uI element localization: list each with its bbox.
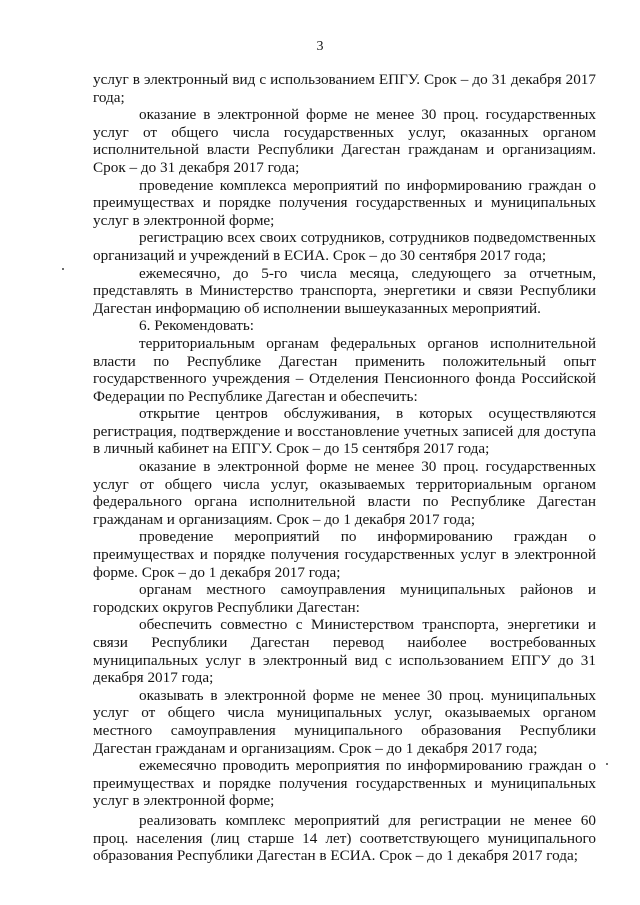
paragraph: проведение комплекса мероприятий по информированию граждан о преимуществах и порядке получения государственных и муниципальных услуг в электронной форме;: [93, 176, 596, 229]
paragraph: ежемесячно проводить мероприятия по информированию граждан о преимуществах и порядке получения государственных и муниципальных услуг в электронной форме;: [93, 757, 596, 810]
section-heading: 6. Рекомендовать:: [139, 317, 254, 335]
paragraph-continuation: услуг в электронный вид с использованием ЕПГУ. Срок – до 31 декабря 2017 года;: [93, 71, 596, 106]
paragraph: регистрацию всех своих сотрудников, сотрудников подведомственных организаций и учреждений в ЕСИА. Срок – до 30 сентября 2017 года;: [93, 229, 596, 264]
paragraph: ежемесячно, до 5-го числа месяца, следующего за отчетным, представлять в Министерство транспорта, энергетики и связи Республики Дагестан информацию об исполнении вышеуказанных мероприятий.: [93, 264, 596, 317]
page-number: 3: [316, 39, 324, 54]
paragraph: территориальным органам федеральных органов исполнительной власти по Республике Дагестан применить положительный опыт государственного учреждения – Отделения Пенсионного фонда Российской Федерации по Республике Дагестан и обеспечить:: [93, 334, 596, 405]
paragraph: открытие центров обслуживания, в которых осуществляются регистрация, подтверждение и восстановление учетных записей для доступа в личный кабинет на ЕПГУ. Срок – до 15 сентября 2017 года;: [93, 405, 596, 458]
paragraph: органам местного самоуправления муниципальных районов и городских округов Республики Дагестан:: [93, 581, 596, 616]
document-body: [93, 71, 596, 865]
scan-speck: [62, 268, 64, 270]
paragraph: реализовать комплекс мероприятий для регистрации не менее 60 проц. населения (лиц старше 14 лет) соответствующего муниципального образования Республики Дагестан в ЕСИА. Срок – до 1 декабря 2017 года;: [93, 811, 596, 865]
paragraph: обеспечить совместно с Министерством транспорта, энергетики и связи Республики Дагестан перевод наиболее востребованных муниципальных услуг в электронный вид с использованием ЕПГУ до 31 декабря 2017 года;: [93, 616, 596, 687]
paragraph: проведение мероприятий по информированию граждан о преимуществах и порядке получения государственных услуг в электронной форме. Срок – до 1 декабря 2017 года;: [93, 528, 596, 581]
paragraph: оказание в электронной форме не менее 30 проц. государственных услуг от общего числа услуг, оказываемых территориальным органом федерального органа исполнительной власти по Республике Дагестан гражданам и организациям. Срок – до 1 декабря 2017 года;: [93, 458, 596, 528]
paragraph: оказание в электронной форме не менее 30 проц. государственных услуг от общего числа государственных услуг, оказанных органом исполнительной власти Республики Дагестан гражданам и организациям. Срок – до 31 декабря 2017 года;: [93, 106, 596, 176]
paragraph: оказывать в электронной форме не менее 30 проц. муниципальных услуг от общего числа муниципальных услуг, оказываемых органом местного самоуправления муниципального образования Республики Дагестан гражданам и организациям. Срок – до 1 декабря 2017 года;: [93, 686, 596, 757]
scan-speck: [606, 763, 608, 765]
